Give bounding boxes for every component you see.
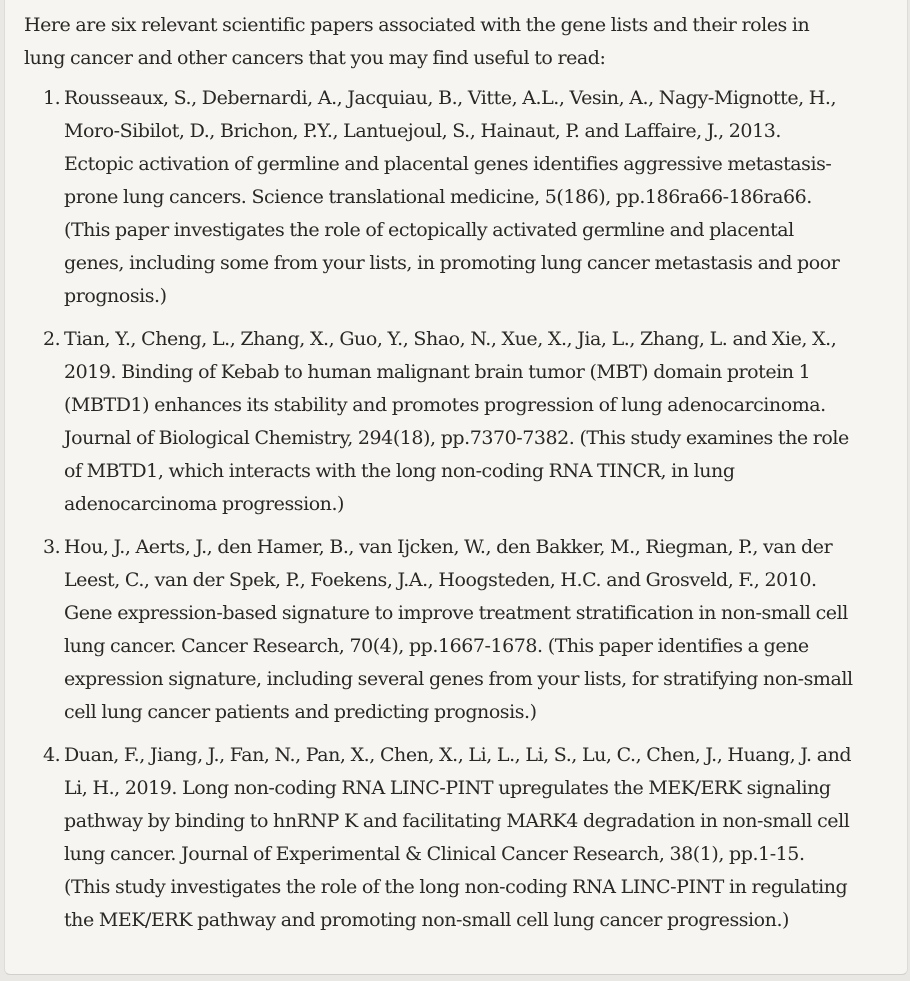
reference-text: Hou, J., Aerts, J., den Hamer, B., van Ijcken, W., den Bakker, M., Riegman, P., van der Leest, C., van der Spek, P., Foekens, J.A., Hoogsteden, H.C. and Grosveld, F., 2010. Gene expression-based signature to improve treatment stratification in non-small cell lung cancer. Cancer Research, 70(4), pp.1667-1678. (This paper identifies a gene expression signature, including several genes from your lists, for stratifying non-small cell lung cancer patients and predicting prognosis.) <box>64 536 853 723</box>
assistant-message-body <box>5 0 854 937</box>
reference-item-3 <box>24 531 854 729</box>
reference-number: 1. <box>43 87 61 109</box>
reference-list <box>24 82 854 937</box>
reference-number: 2. <box>43 328 61 350</box>
reference-text: Rousseaux, S., Debernardi, A., Jacquiau, B., Vitte, A.L., Vesin, A., Nagy-Mignotte, H., Moro-Sibilot, D., Brichon, P.Y., Lantuejoul, S., Hainaut, P. and Laffaire, J., 2013. Ectopic activation of germline and placental genes identifies aggressive metastasis-prone lung cancers. Science translational medicine, 5(186), pp.186ra66-186ra66. (This paper investigates the role of ectopically activated germline and placental genes, including some from your lists, in promoting lung cancer metastasis and poor prognosis.) <box>64 87 840 307</box>
reference-item-1 <box>24 82 854 313</box>
reference-item-4 <box>24 739 854 937</box>
reference-text: Duan, F., Jiang, J., Fan, N., Pan, X., Chen, X., Li, L., Li, S., Lu, C., Chen, J., Huang, J. and Li, H., 2019. Long non-coding RNA LINC-PINT upregulates the MEK/ERK signaling pathway by binding to hnRNP K and facilitating MARK4 degradation in non-small cell lung cancer. Journal of Experimental & Clinical Cancer Research, 38(1), pp.1-15. (This study investigates the role of the long non-coding RNA LINC-PINT in regulating the MEK/ERK pathway and promoting non-small cell lung cancer progression.) <box>64 744 852 931</box>
reference-number: 3. <box>43 536 61 558</box>
reference-text: Tian, Y., Cheng, L., Zhang, X., Guo, Y., Shao, N., Xue, X., Jia, L., Zhang, L. and Xie, X., 2019. Binding of Kebab to human malignant brain tumor (MBT) domain protein 1 (MBTD1) enhances its stability and promotes progression of lung adenocarcinoma. Journal of Biological Chemistry, 294(18), pp.7370-7382. (This study examines the role of MBTD1, which interacts with the long non-coding RNA TINCR, in lung adenocarcinoma progression.) <box>64 328 849 515</box>
assistant-message-card <box>4 0 908 975</box>
reference-item-2 <box>24 323 854 521</box>
reference-number: 4. <box>43 744 61 766</box>
message-intro: Here are six relevant scientific papers associated with the gene lists and their roles in lung cancer and other cancers that you may find useful to read: <box>24 14 810 69</box>
